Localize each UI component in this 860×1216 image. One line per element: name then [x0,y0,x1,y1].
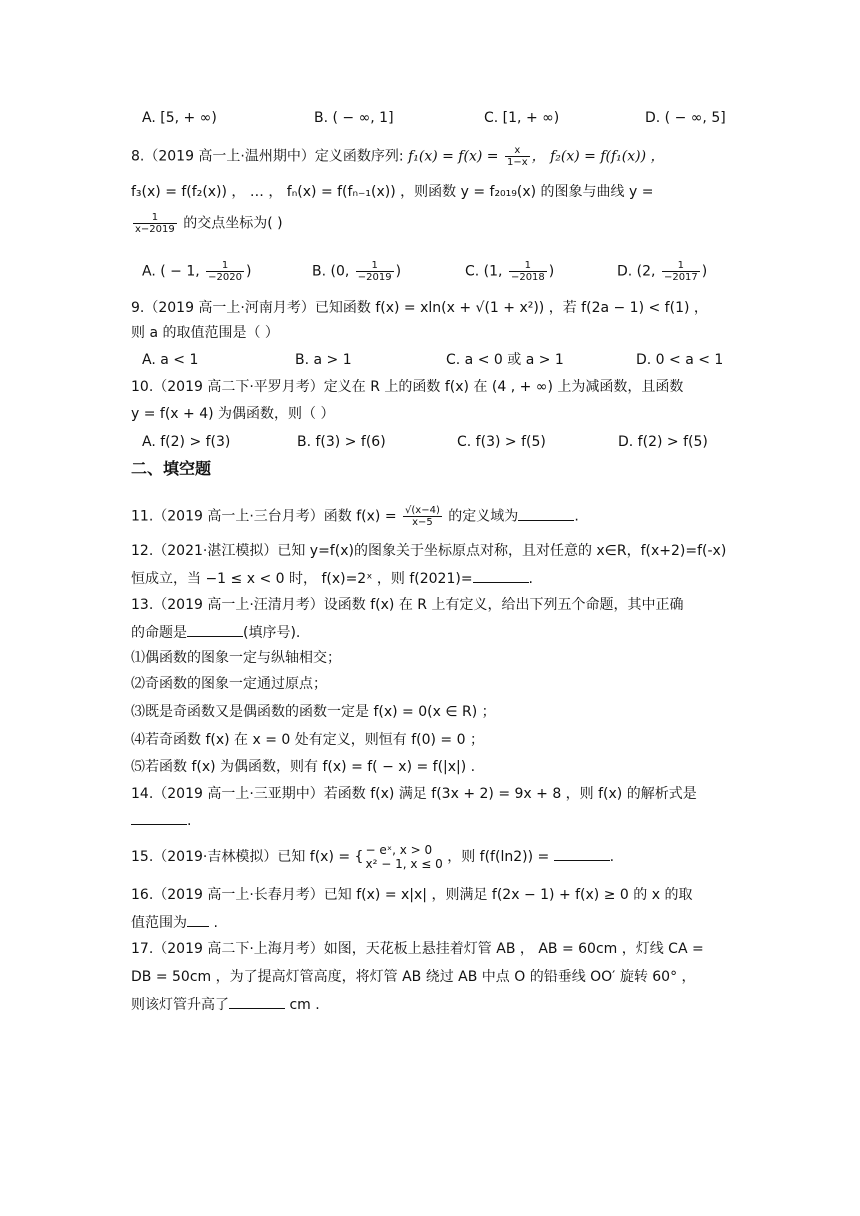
q7-option-c: C. [1, + ∞) [484,110,560,126]
q9-option-a: A. a < 1 [142,352,199,368]
q15-line: 15.（2019·吉林模拟）已知 f(x) = { − eˣ, x > 0 x² − 1, x ≤ 0 ，则 f(f(ln2)) = . [131,843,615,871]
q12-answer-blank[interactable] [473,568,529,583]
q16-line2: 值范围为 . [131,912,218,933]
q8-option-b: B. (0, $\frac{1}{-2019}$ ) [312,260,402,283]
q11-fraction: $\frac{√(x-4)}{x-5}$ [405,505,440,528]
q10-option-d: D. f(2) > f(5) [618,434,708,450]
q7-option-b: B. ( − ∞, 1] [314,110,394,126]
q15-answer-blank[interactable] [554,846,610,861]
q10-option-a: A. f(2) > f(3) [142,434,231,450]
q7-option-d: D. ( − ∞, 5] [645,110,726,126]
q8-curve-fraction: $\frac{1}{x-2019}$ [135,212,175,235]
q17-line2: DB = 50cm ，为了提高灯管高度，将灯管 AB 绕过 AB 中点 O 的铅垂线 OO′ 旋转 60° ， [131,969,696,985]
q15-piecewise-cases: − eˣ, x > 0 x² − 1, x ≤ 0 [365,843,443,871]
q9-line1: 9.（2019 高一上·河南月考）已知函数 f(x) = xln(x + √(1 + x²)) ，若 f(2a − 1) < f(1) ， [131,300,708,316]
q13-item4: ⑷若奇函数 f(x) 在 x = 0 处有定义，则恒有 f(0) = 0 ； [131,732,484,748]
q17-answer-blank[interactable] [229,994,285,1009]
q14-line2: . [131,810,191,831]
q11-line: 11.（2019 高一上·三台月考）函数 f(x) = $\frac{√(x-4)}{x-5}$ 的定义域为 . [131,505,579,528]
q14-answer-blank[interactable] [131,810,187,825]
q17-line1: 17.（2019 高二下·上海月考）如图，天花板上悬挂着灯管 AB ， AB = 60cm ，灯线 CA = [131,941,704,957]
q9-option-c: C. a < 0 或 a > 1 [446,352,564,368]
q16-line1: 16.（2019 高一上·长春月考）已知 f(x) = x|x| ，则满足 f(2x − 1) + f(x) ≥ 0 的 x 的取 [131,887,693,903]
q7-option-a: A. [5, + ∞) [142,110,217,126]
q10-line1: 10.（2019 高二下·平罗月考）定义在 R 上的函数 f(x) 在 (4 , + ∞) 上为减函数，且函数 [131,379,684,395]
q8-option-c: C. (1, $\frac{1}{-2018}$ ) [465,260,555,283]
q13-answer-blank[interactable] [187,622,243,637]
q8-line2: f₃(x) = f(f₂(x)) ， … ， fₙ(x) = f(fₙ₋₁(x)) ，则函数 y = f₂₀₁₉(x) 的图象与曲线 y = [131,184,654,200]
q16-answer-blank[interactable] [187,912,209,927]
q11-answer-blank[interactable] [518,506,574,521]
q8-f1-fraction: $\frac{x}{1-x}$ [506,145,528,168]
q9-option-d: D. 0 < a < 1 [636,352,724,368]
q13-line2: 的命题是 (填序号). [131,622,300,643]
q13-line1: 13.（2019 高一上·汪清月考）设函数 f(x) 在 R 上有定义，给出下列五个命题，其中正确 [131,597,684,613]
q9-option-b: B. a > 1 [295,352,352,368]
q17-line3: 则该灯管升高了 cm . [131,994,320,1015]
q8-line1: 8.（2019 高一上·温州期中）定义函数序列: f₁(x) = f(x) = $\frac{x}{1-x}$ ， f₂(x) = f(f₁(x)) ， [131,145,665,168]
q13-item5: ⑸若函数 f(x) 为偶函数，则有 f(x) = f( − x) = f(|x|) . [131,759,476,775]
q14-line1: 14.（2019 高一上·三亚期中）若函数 f(x) 满足 f(3x + 2) = 9x + 8 ，则 f(x) 的解析式是 [131,786,697,802]
q12-line2: 恒成立，当 −1 ≤ x < 0 时， f(x)=2ˣ ，则 f(2021)= . [131,568,533,589]
q8-line3: $\frac{1}{x-2019}$ 的交点坐标为( ) [135,212,283,235]
q10-option-b: B. f(3) > f(6) [297,434,386,450]
q9-line2: 则 a 的取值范围是（ ） [131,325,279,341]
q12-line1: 12.（2021·湛江模拟）已知 y=f(x)的图象关于坐标原点对称，且对任意的 x∈R，f(x+2)=f(-x) [131,543,727,559]
q8-option-d: D. (2, $\frac{1}{-2017}$ ) [617,260,708,283]
q13-item1: ⑴偶函数的图象一定与纵轴相交； [131,650,341,666]
section-heading-fill-in: 二、填空题 [131,459,212,478]
q8-option-a: A. ( − 1, $\frac{1}{-2020}$ ) [142,260,252,283]
q13-item3: ⑶既是奇函数又是偶函数的函数一定是 f(x) = 0(x ∈ R) ； [131,704,496,720]
q13-item2: ⑵奇函数的图象一定通过原点； [131,676,327,692]
q10-line2: y = f(x + 4) 为偶函数，则（ ） [131,406,335,422]
q10-option-c: C. f(3) > f(5) [457,434,546,450]
